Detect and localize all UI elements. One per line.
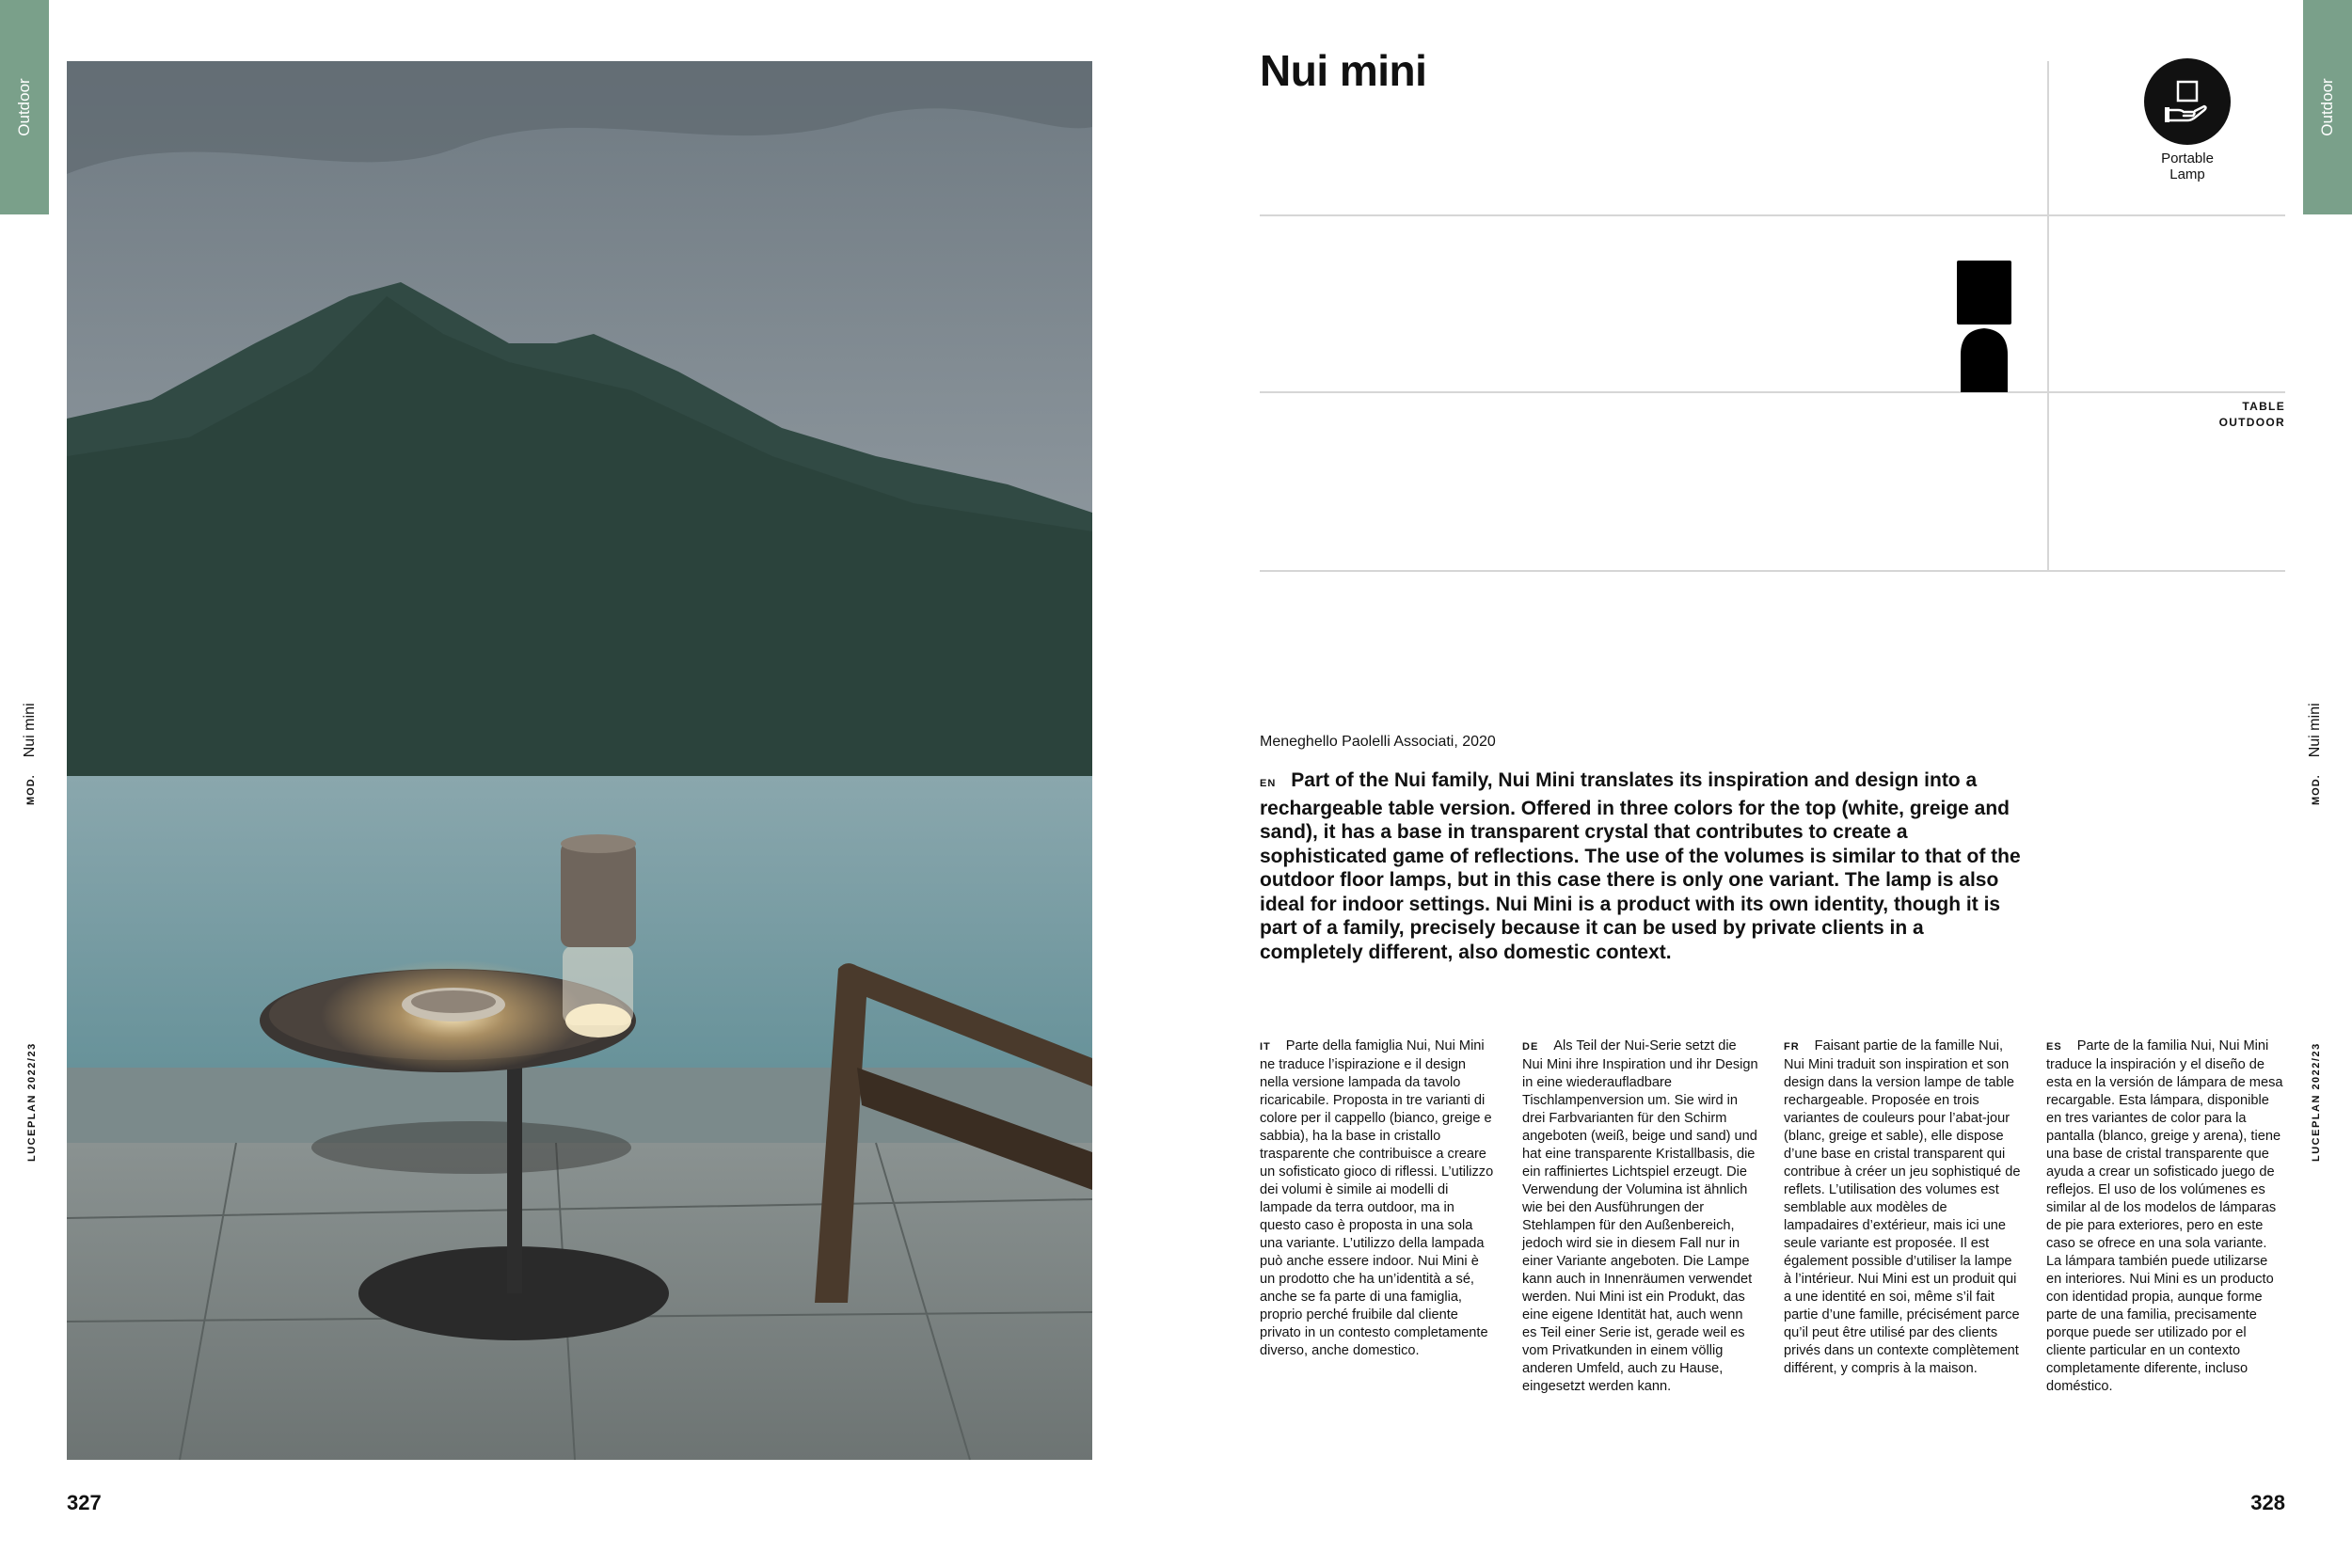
section-tab-right — [2303, 0, 2352, 214]
page-number-left: 327 — [67, 1491, 102, 1514]
lead-text: Part of the Nui family, Nui Mini translates its inspiration and design into a rechargeable table version. Offered in three colors for the top (white, greige and sand), it has a base in transparent crystal that contributes to create a sophisticated game of reflections. The use of the volumes is similar to that of the outdoor floor lamps, but in this case there is only one variant. The lamp is also ideal for indoor settings. Nui Mini is a product with its own identity, though it is part of a family, precisely because it can be used by private clients in a completely different, also domestic context. — [1260, 769, 2021, 963]
lang-code: EN — [1260, 778, 1277, 789]
text-column-it — [1260, 1037, 1497, 1360]
section-tab-label: Outdoor — [15, 78, 33, 136]
lead-paragraph-en — [1260, 768, 2031, 964]
column-text: Faisant partie de la famille Nui, Nui Mini traduit son inspiration et son design dans la version lampe de table rechargeable. Proposée en trois variantes de couleurs pour l’abat-jour (blanc, greige et sable), elle dispose d’une base en cristal transparent qui contribue à créer un jeu sophistiqué de reflets. L’utilisation des volumes est semblable aux modèles de lampadaires d’extérieur, mais ici une seule variante est proposée. Il est également possible d’utiliser la lampe à l’intérieur. Nui Mini est un produit qui a une identité en soi, même s’il fait partie d’une famille, précisément parce qu’il peut être utilisé par des clients privés dans un contexte complètement différent, y compris à la maison. — [1784, 1038, 2021, 1376]
product-vertical-label-right — [2307, 703, 2324, 805]
column-text: Parte della famiglia Nui, Nui Mini ne traduce l’ispirazione e il design nella versione lampada da tavolo ricaricabile. Proposta in tre varianti di colore per il cappello (bianco, greige e sabbia), ha la base in cristallo trasparente che contribuisce a creare un sofisticato gioco di riflessi. L’utilizzo dei volumi è simile ai modelli di lampade da terra outdoor, ma in questo caso è proposta in una sola una variante. L’utilizzo della lampada può anche essere indoor. Nui Mini è un prodotto che ha un’identità a sé, anche se fa parte di una famiglia, proprio perché fruibile dal cliente privato in un contesto completamente diverso, anche domestico. — [1260, 1038, 1494, 1358]
grid-rule-vertical — [2047, 61, 2049, 572]
lang-code: FR — [1784, 1041, 1800, 1053]
text-column-es — [2046, 1037, 2283, 1396]
page-title: Nui mini — [1260, 46, 1427, 95]
lang-code: ES — [2046, 1041, 2062, 1053]
product-silhouette — [1957, 261, 2011, 392]
grid-rule — [1260, 214, 2285, 216]
category-tags — [2219, 399, 2285, 431]
column-text: Parte de la familia Nui, Nui Mini traduce la inspiración y el diseño de esta en la versión de lámpara de mesa recargable. Esta lámpara, disponible en tres variantes de color para la pantalla (blanco, greige y arena), tiene una base de cristal transparente que ayuda a crear un sofisticado juego de reflejos. El uso de los volúmenes es similar al de los modelos de lámparas de pie para exteriores, pero en este caso se ofrece en una sola variante. La lámpara también puede utilizarse en interiores. Nui Mini es un producto con identidad propia, aunque forme parte de una familia, precisamente porque puede ser utilizado por el cliente particular en un contexto completamente diferente, incluso doméstico. — [2046, 1038, 2283, 1394]
product-name-vertical: Nui mini — [22, 703, 38, 758]
catalog-label-left: LUCEPLAN 2022/23 — [26, 1042, 38, 1162]
lang-code: IT — [1260, 1041, 1271, 1053]
section-tab-label: Outdoor — [2318, 78, 2336, 136]
product-photo — [67, 61, 1092, 1460]
lang-code: DE — [1522, 1041, 1539, 1053]
text-column-de — [1522, 1037, 1759, 1396]
grid-rule — [1260, 570, 2285, 572]
column-text: Als Teil der Nui-Serie setzt die Nui Mini ihre Inspiration und ihr Design in eine wiederaufladbare Tischlampenversion um. Sie wird in drei Farbvarianten für den Schirm angeboten (weiß, beige und sand) und hat eine transparente Kristallbasis, die ein raffiniertes Lichtspiel erzeugt. Die Verwendung der Volumina ist ähnlich wie bei den Ausführungen der Stehlampen für den Außenbereich, jedoch wird sie in diesem Fall nur in einer Variante angeboten. Die Lampe kann auch in Innenräumen verwendet werden. Nui Mini ist ein Produkt, das eine eigene Identität hat, auch wenn es Teil einer Serie ist, gerade weil es vom Privatkunden in einem völlig anderen Umfeld, auch zu Hause, eingesetzt werden kann. — [1522, 1038, 1758, 1394]
grid-rule — [1260, 391, 2285, 393]
portable-lamp-icon — [2144, 58, 2231, 145]
badge-label: Portable Lamp — [2161, 150, 2214, 182]
designer-credit: Meneghello Paolelli Associati, 2020 — [1260, 734, 1496, 750]
product-vertical-label-left — [22, 703, 39, 805]
product-name-vertical: Nui mini — [2307, 703, 2323, 758]
text-column-fr — [1784, 1037, 2021, 1378]
tag-table: TABLE — [2242, 400, 2285, 413]
page-number-right: 328 — [2250, 1491, 2285, 1514]
mod-label: MOD. — [2311, 774, 2322, 805]
mod-label: MOD. — [25, 774, 37, 805]
catalog-label-right: LUCEPLAN 2022/23 — [2311, 1042, 2322, 1162]
section-tab-left — [0, 0, 49, 214]
tag-outdoor: OUTDOOR — [2218, 416, 2285, 429]
